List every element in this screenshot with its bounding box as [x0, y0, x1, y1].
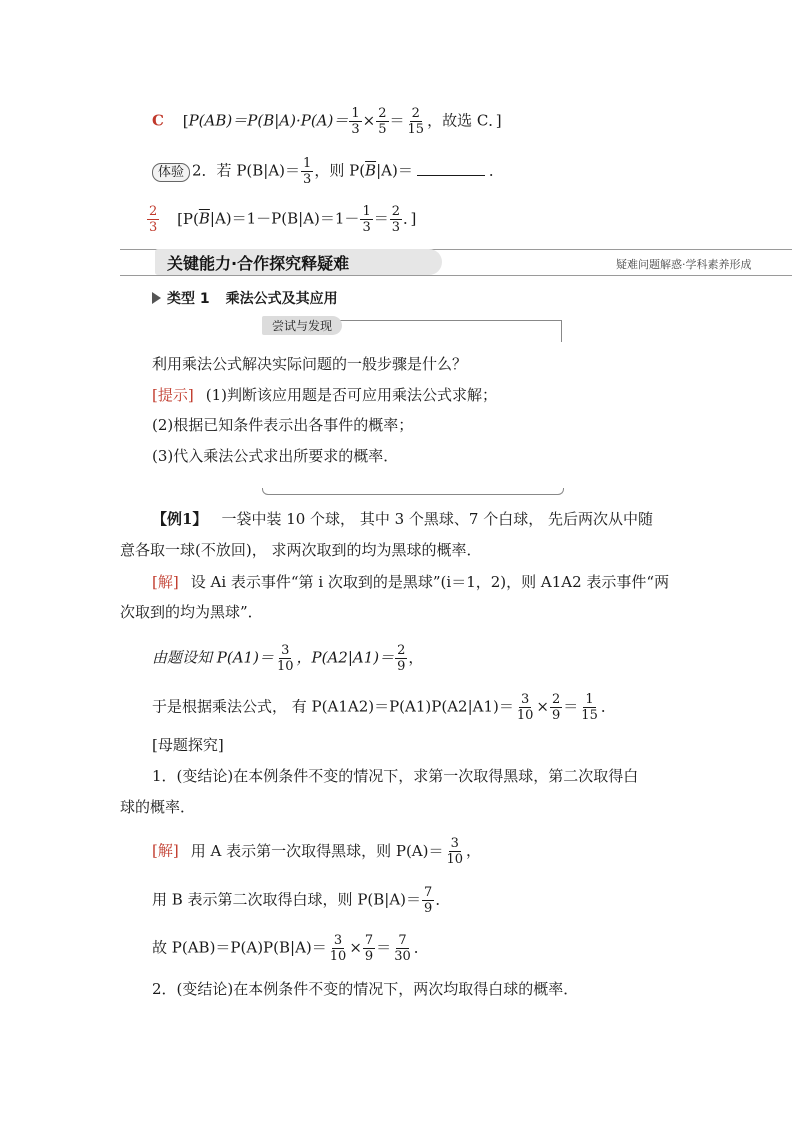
given-line [152, 643, 423, 674]
formula-text: 于是根据乘法公式， 有 P(A1A2)＝P(A1)P(A2|A1)＝ [152, 697, 514, 716]
section-banner [155, 249, 442, 275]
fraction-2-5: $\frac{2}{5}$ [378, 106, 387, 137]
explore-solution-b [152, 885, 450, 916]
fraction-7-30: $\frac{7}{30}$ [394, 933, 411, 964]
type-title: 乘法公式及其应用 [225, 291, 338, 307]
solution-tag: [解] [152, 573, 179, 591]
tiyan-text-a: 2．若 P(B|A)＝ [192, 161, 301, 180]
fraction-1-3: $\frac{1}{3}$ [351, 106, 360, 137]
answer-tail: ，故选 C．] [427, 111, 502, 130]
answer-line-2 [146, 204, 416, 235]
example-text-2: 意各取一球(不放回)， 求两次取到的均为黑球的概率． [120, 541, 482, 559]
fraction-3-10: $\frac{3}{10}$ [446, 836, 464, 867]
tiyan-end: ． [488, 161, 504, 180]
explore-problem-2: 2．(变结论)在本例条件不变的情况下，两次均取得白球的概率． [152, 980, 579, 998]
explore-b-text: 用 B 表示第二次取得白球，则 P(B|A)＝ [152, 890, 422, 909]
answer-line-1 [152, 106, 502, 137]
hint-step-3: (3)代入乘法公式求出所要求的概率． [152, 447, 399, 465]
fraction-7-9: $\frac{7}{9}$ [424, 885, 433, 916]
solution-tag: [解] [152, 841, 179, 860]
tiyan-badge: 体验 [152, 163, 190, 182]
fraction-3-10: $\frac{3}{10}$ [329, 933, 347, 964]
explore-c-text: 故 P(AB)＝P(A)P(B|A)＝ [152, 938, 327, 957]
expr-left: P(AB)＝P(B|A)·P(A)＝ [188, 111, 349, 130]
ans2-text-b: |A)＝1－P(B|A)＝1－ [209, 209, 360, 228]
fraction-2-3: $\frac{2}{3}$ [391, 204, 401, 235]
b-complement: $\overline{B}$ [198, 209, 210, 228]
explore-solution-a [152, 836, 481, 867]
explore-c-end: ． [413, 938, 429, 957]
explore-a-end: ， [466, 841, 482, 860]
type-label: 类型 1 [167, 291, 210, 307]
tiyan-text-b: ，则 P( [314, 161, 366, 180]
fraction-2-9: $\frac{2}{9}$ [552, 692, 561, 723]
type-heading [152, 288, 338, 310]
example-tag: 【例1】 [152, 510, 208, 528]
times-sign: × [362, 111, 376, 130]
equals-sign: ＝ [389, 111, 405, 130]
explore-problem-1-line-2: 球的概率． [120, 798, 196, 816]
solution-text-1: 设 Ai 表示事件“第 i 次取到的是黑球”(i＝1，2)，则 A1A2 表示事件“两 [190, 573, 670, 591]
equals-sign: ＝ [563, 697, 579, 716]
fraction-2-9: $\frac{2}{9}$ [397, 643, 406, 674]
explore-problem-1-line-1: 1．(变结论)在本例条件不变的情况下，求第一次取得黑球，第二次取得白 [152, 767, 639, 785]
fraction-2-15: $\frac{2}{15}$ [407, 106, 425, 137]
times-sign: × [349, 938, 362, 957]
fraction-1-3: $\frac{1}{3}$ [362, 204, 371, 235]
fraction-1-15: $\frac{1}{15}$ [581, 692, 598, 723]
times-sign: × [536, 697, 549, 716]
fraction-3-10: $\frac{3}{10}$ [276, 643, 294, 674]
example-text-1: 一袋中装 10 个球， 其中 3 个黑球、7 个白球， 先后两次从中随 [221, 510, 653, 528]
fraction-7-9: $\frac{7}{9}$ [364, 933, 374, 964]
bracket-open: [ [182, 111, 189, 130]
tiyan-text-c: |A)＝ [376, 161, 413, 180]
answer-blank[interactable] [417, 161, 485, 176]
ans2-end: ．] [403, 209, 417, 228]
answer-fraction-2-3: $\frac{2}{3}$ [149, 204, 158, 235]
equals-sign: ＝ [373, 209, 389, 228]
try-label: 尝试与发现 [262, 316, 342, 335]
banner-subtitle: 疑难问题解惑·学科素养形成 [616, 258, 752, 271]
ans2-text-a: [P( [177, 209, 199, 228]
try-question: 利用乘法公式解决实际问题的一般步骤是什么？ [152, 355, 468, 373]
hint-tag: [提示] [152, 386, 194, 404]
fraction-1-3: $\frac{1}{3}$ [303, 156, 312, 187]
tiyan-question [152, 156, 504, 187]
hint-line-1 [152, 384, 497, 406]
given-text-b: ，P(A2|A1)＝ [296, 648, 395, 667]
explore-a-text: 用 A 表示第一次取得黑球，则 P(A)＝ [190, 841, 444, 860]
answer-letter: C [152, 111, 164, 130]
solution-line-1 [152, 571, 669, 593]
formula-line [152, 692, 616, 723]
explore-b-end: ． [435, 890, 451, 909]
banner-rule-bottom [120, 275, 792, 276]
explore-title: [母题探究] [152, 736, 224, 754]
formula-end: ． [600, 697, 616, 716]
example-1-line-1 [152, 508, 653, 530]
hint-step-1: (1)判断该应用题是否可应用乘法公式求解； [205, 386, 497, 404]
given-text-c: ， [408, 648, 424, 667]
section-title: 关键能力·合作探究释疑难 [167, 253, 350, 273]
try-frame [262, 320, 562, 495]
explore-solution-c [152, 933, 429, 964]
hint-step-2: (2)根据已知条件表示出各事件的概率； [152, 416, 414, 434]
fraction-3-10: $\frac{3}{10}$ [516, 692, 534, 723]
equals-sign: ＝ [376, 938, 392, 957]
b-complement: $\overline{B}$ [365, 161, 377, 180]
solution-text-2: 次取到的均为黑球”． [120, 603, 263, 621]
triangle-icon [152, 292, 161, 304]
given-text-a: 由题设知 P(A1)＝ [152, 648, 274, 667]
